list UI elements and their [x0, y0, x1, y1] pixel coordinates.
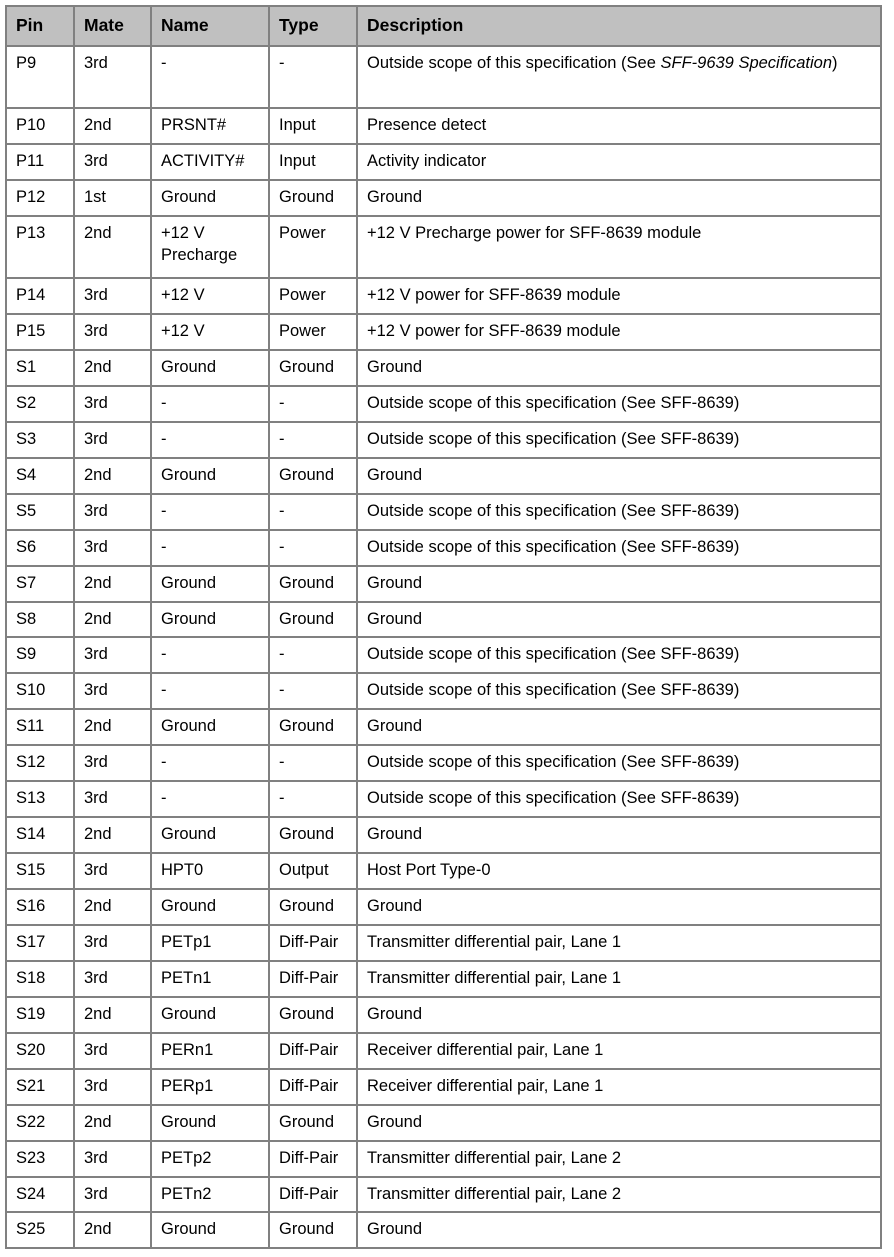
table-row — [6, 278, 881, 314]
cell-mate: 3rd — [74, 494, 151, 530]
cell-mate: 3rd — [74, 422, 151, 458]
table-row — [6, 997, 881, 1033]
cell-description: Outside scope of this specification (See SFF-8639) — [357, 386, 881, 422]
cell-description: +12 V Precharge power for SFF-8639 module — [357, 216, 881, 278]
cell-description: Activity indicator — [357, 144, 881, 180]
cell-pin: S21 — [6, 1069, 74, 1105]
cell-pin: S2 — [6, 386, 74, 422]
cell-mate: 3rd — [74, 1177, 151, 1213]
cell-mate: 2nd — [74, 216, 151, 278]
cell-pin: S18 — [6, 961, 74, 997]
cell-type: Power — [269, 216, 357, 278]
cell-name: +12 V — [151, 278, 269, 314]
cell-type: Ground — [269, 817, 357, 853]
table-row — [6, 889, 881, 925]
cell-type: Ground — [269, 458, 357, 494]
cell-name: Ground — [151, 1105, 269, 1141]
cell-type: Power — [269, 278, 357, 314]
cell-mate: 3rd — [74, 853, 151, 889]
cell-name: - — [151, 530, 269, 566]
cell-type: Diff-Pair — [269, 1033, 357, 1069]
table-row — [6, 386, 881, 422]
cell-name: PETn1 — [151, 961, 269, 997]
table-header — [6, 6, 881, 46]
column-header-type: Type — [269, 6, 357, 46]
cell-mate: 1st — [74, 180, 151, 216]
cell-type: - — [269, 422, 357, 458]
cell-description: Ground — [357, 1212, 881, 1248]
table-row — [6, 853, 881, 889]
table-row — [6, 781, 881, 817]
cell-pin: P14 — [6, 278, 74, 314]
cell-pin: S12 — [6, 745, 74, 781]
cell-pin: S7 — [6, 566, 74, 602]
table-row — [6, 925, 881, 961]
cell-pin: S4 — [6, 458, 74, 494]
table-row — [6, 1177, 881, 1213]
cell-pin: S15 — [6, 853, 74, 889]
cell-mate: 3rd — [74, 144, 151, 180]
cell-mate: 3rd — [74, 637, 151, 673]
cell-type: - — [269, 494, 357, 530]
cell-name: HPT0 — [151, 853, 269, 889]
cell-description: Transmitter differential pair, Lane 2 — [357, 1177, 881, 1213]
table-row — [6, 961, 881, 997]
cell-pin: S8 — [6, 602, 74, 638]
cell-name: - — [151, 781, 269, 817]
cell-type: - — [269, 46, 357, 108]
cell-description: Presence detect — [357, 108, 881, 144]
description-reference: SFF-9639 Specification — [660, 54, 833, 73]
cell-pin: P11 — [6, 144, 74, 180]
cell-type: Ground — [269, 1105, 357, 1141]
cell-name: Ground — [151, 566, 269, 602]
cell-mate: 3rd — [74, 1141, 151, 1177]
table-row — [6, 530, 881, 566]
cell-name: - — [151, 673, 269, 709]
cell-description: Ground — [357, 180, 881, 216]
pin-assignment-table — [5, 5, 882, 1249]
cell-mate: 2nd — [74, 458, 151, 494]
table-row — [6, 350, 881, 386]
table-row — [6, 1141, 881, 1177]
table-row — [6, 494, 881, 530]
cell-type: Ground — [269, 180, 357, 216]
table-row — [6, 817, 881, 853]
cell-description: Ground — [357, 602, 881, 638]
cell-description: Outside scope of this specification (See SFF-8639) — [357, 673, 881, 709]
cell-name: PERn1 — [151, 1033, 269, 1069]
cell-description: Transmitter differential pair, Lane 1 — [357, 925, 881, 961]
cell-mate: 2nd — [74, 1212, 151, 1248]
cell-name: PETp2 — [151, 1141, 269, 1177]
cell-type: Output — [269, 853, 357, 889]
cell-description: Ground — [357, 350, 881, 386]
cell-mate: 2nd — [74, 108, 151, 144]
cell-description: +12 V power for SFF-8639 module — [357, 278, 881, 314]
cell-pin: S14 — [6, 817, 74, 853]
cell-pin: S13 — [6, 781, 74, 817]
cell-description: Transmitter differential pair, Lane 1 — [357, 961, 881, 997]
cell-type: - — [269, 745, 357, 781]
cell-pin: S25 — [6, 1212, 74, 1248]
cell-type: Diff-Pair — [269, 925, 357, 961]
cell-description: Outside scope of this specification (See SFF-8639) — [357, 530, 881, 566]
cell-name: Ground — [151, 1212, 269, 1248]
cell-pin: P9 — [6, 46, 74, 108]
cell-description: Outside scope of this specification (See SFF-8639) — [357, 637, 881, 673]
cell-description: Ground — [357, 458, 881, 494]
cell-name: - — [151, 745, 269, 781]
table-row — [6, 1069, 881, 1105]
cell-mate: 3rd — [74, 1069, 151, 1105]
cell-type: Diff-Pair — [269, 1141, 357, 1177]
cell-description: +12 V power for SFF-8639 module — [357, 314, 881, 350]
cell-name: - — [151, 637, 269, 673]
cell-type: Diff-Pair — [269, 1177, 357, 1213]
table-row — [6, 637, 881, 673]
cell-name: Ground — [151, 709, 269, 745]
cell-mate: 3rd — [74, 781, 151, 817]
cell-name: Ground — [151, 817, 269, 853]
table-row — [6, 709, 881, 745]
cell-type: Ground — [269, 997, 357, 1033]
cell-mate: 3rd — [74, 314, 151, 350]
cell-name: Ground — [151, 889, 269, 925]
cell-mate: 3rd — [74, 961, 151, 997]
cell-name: PERp1 — [151, 1069, 269, 1105]
cell-pin: P13 — [6, 216, 74, 278]
cell-pin: S10 — [6, 673, 74, 709]
column-header-description: Description — [357, 6, 881, 46]
cell-description — [357, 46, 881, 108]
table-row — [6, 566, 881, 602]
cell-description: Transmitter differential pair, Lane 2 — [357, 1141, 881, 1177]
cell-mate: 3rd — [74, 925, 151, 961]
cell-description: Ground — [357, 709, 881, 745]
cell-mate: 2nd — [74, 350, 151, 386]
table-row — [6, 216, 881, 278]
table-row — [6, 1033, 881, 1069]
cell-name: Ground — [151, 602, 269, 638]
table-row — [6, 1105, 881, 1141]
cell-mate: 3rd — [74, 46, 151, 108]
cell-pin: S11 — [6, 709, 74, 745]
cell-name: PETp1 — [151, 925, 269, 961]
cell-description: Receiver differential pair, Lane 1 — [357, 1069, 881, 1105]
cell-type: Ground — [269, 602, 357, 638]
cell-type: Input — [269, 108, 357, 144]
table-row — [6, 458, 881, 494]
cell-mate: 2nd — [74, 602, 151, 638]
table-row — [6, 422, 881, 458]
cell-name: ACTIVITY# — [151, 144, 269, 180]
column-header-name: Name — [151, 6, 269, 46]
cell-type: Ground — [269, 566, 357, 602]
cell-type: Diff-Pair — [269, 961, 357, 997]
cell-name: - — [151, 46, 269, 108]
cell-pin: S22 — [6, 1105, 74, 1141]
cell-pin: P10 — [6, 108, 74, 144]
cell-type: Ground — [269, 350, 357, 386]
cell-pin: S23 — [6, 1141, 74, 1177]
description-text: Outside scope of this specification (See — [367, 54, 661, 73]
cell-type: - — [269, 386, 357, 422]
cell-pin: S20 — [6, 1033, 74, 1069]
cell-type: Input — [269, 144, 357, 180]
table-row — [6, 745, 881, 781]
table-row — [6, 673, 881, 709]
cell-mate: 3rd — [74, 386, 151, 422]
cell-type: - — [269, 673, 357, 709]
cell-description: Outside scope of this specification (See SFF-8639) — [357, 781, 881, 817]
cell-description: Ground — [357, 566, 881, 602]
cell-description: Outside scope of this specification (See SFF-8639) — [357, 745, 881, 781]
cell-mate: 2nd — [74, 997, 151, 1033]
table-row — [6, 144, 881, 180]
cell-pin: S6 — [6, 530, 74, 566]
cell-mate: 3rd — [74, 278, 151, 314]
cell-description: Receiver differential pair, Lane 1 — [357, 1033, 881, 1069]
cell-description: Ground — [357, 817, 881, 853]
cell-name: +12 V Precharge — [151, 216, 269, 278]
cell-mate: 3rd — [74, 745, 151, 781]
cell-mate: 2nd — [74, 817, 151, 853]
cell-pin: P12 — [6, 180, 74, 216]
cell-type: Ground — [269, 1212, 357, 1248]
column-header-mate: Mate — [74, 6, 151, 46]
cell-pin: S9 — [6, 637, 74, 673]
cell-type: Ground — [269, 709, 357, 745]
description-suffix: ) — [832, 54, 838, 73]
cell-name: +12 V — [151, 314, 269, 350]
cell-name: Ground — [151, 180, 269, 216]
cell-description: Ground — [357, 997, 881, 1033]
cell-mate: 3rd — [74, 1033, 151, 1069]
table-body — [6, 46, 881, 1248]
cell-pin: S16 — [6, 889, 74, 925]
cell-mate: 2nd — [74, 709, 151, 745]
cell-description: Outside scope of this specification (See SFF-8639) — [357, 422, 881, 458]
cell-name: Ground — [151, 350, 269, 386]
cell-mate: 2nd — [74, 889, 151, 925]
cell-pin: S17 — [6, 925, 74, 961]
cell-mate: 3rd — [74, 530, 151, 566]
cell-description: Ground — [357, 1105, 881, 1141]
cell-mate: 3rd — [74, 673, 151, 709]
cell-name: - — [151, 422, 269, 458]
cell-pin: S24 — [6, 1177, 74, 1213]
table-row — [6, 602, 881, 638]
cell-name: PRSNT# — [151, 108, 269, 144]
cell-pin: S5 — [6, 494, 74, 530]
cell-mate: 2nd — [74, 566, 151, 602]
column-header-pin: Pin — [6, 6, 74, 46]
cell-description: Ground — [357, 889, 881, 925]
cell-type: Power — [269, 314, 357, 350]
cell-pin: P15 — [6, 314, 74, 350]
cell-name: Ground — [151, 997, 269, 1033]
cell-type: - — [269, 530, 357, 566]
cell-pin: S3 — [6, 422, 74, 458]
cell-type: - — [269, 781, 357, 817]
table-row — [6, 108, 881, 144]
cell-type: Diff-Pair — [269, 1069, 357, 1105]
table-header-row — [6, 6, 881, 46]
table-row — [6, 46, 881, 108]
cell-mate: 2nd — [74, 1105, 151, 1141]
cell-description: Outside scope of this specification (See SFF-8639) — [357, 494, 881, 530]
cell-description: Host Port Type-0 — [357, 853, 881, 889]
cell-pin: S19 — [6, 997, 74, 1033]
cell-name: - — [151, 494, 269, 530]
cell-name: Ground — [151, 458, 269, 494]
table-row — [6, 180, 881, 216]
cell-pin: S1 — [6, 350, 74, 386]
table-row — [6, 314, 881, 350]
cell-type: Ground — [269, 889, 357, 925]
cell-type: - — [269, 637, 357, 673]
cell-name: PETn2 — [151, 1177, 269, 1213]
table-row — [6, 1212, 881, 1248]
cell-name: - — [151, 386, 269, 422]
